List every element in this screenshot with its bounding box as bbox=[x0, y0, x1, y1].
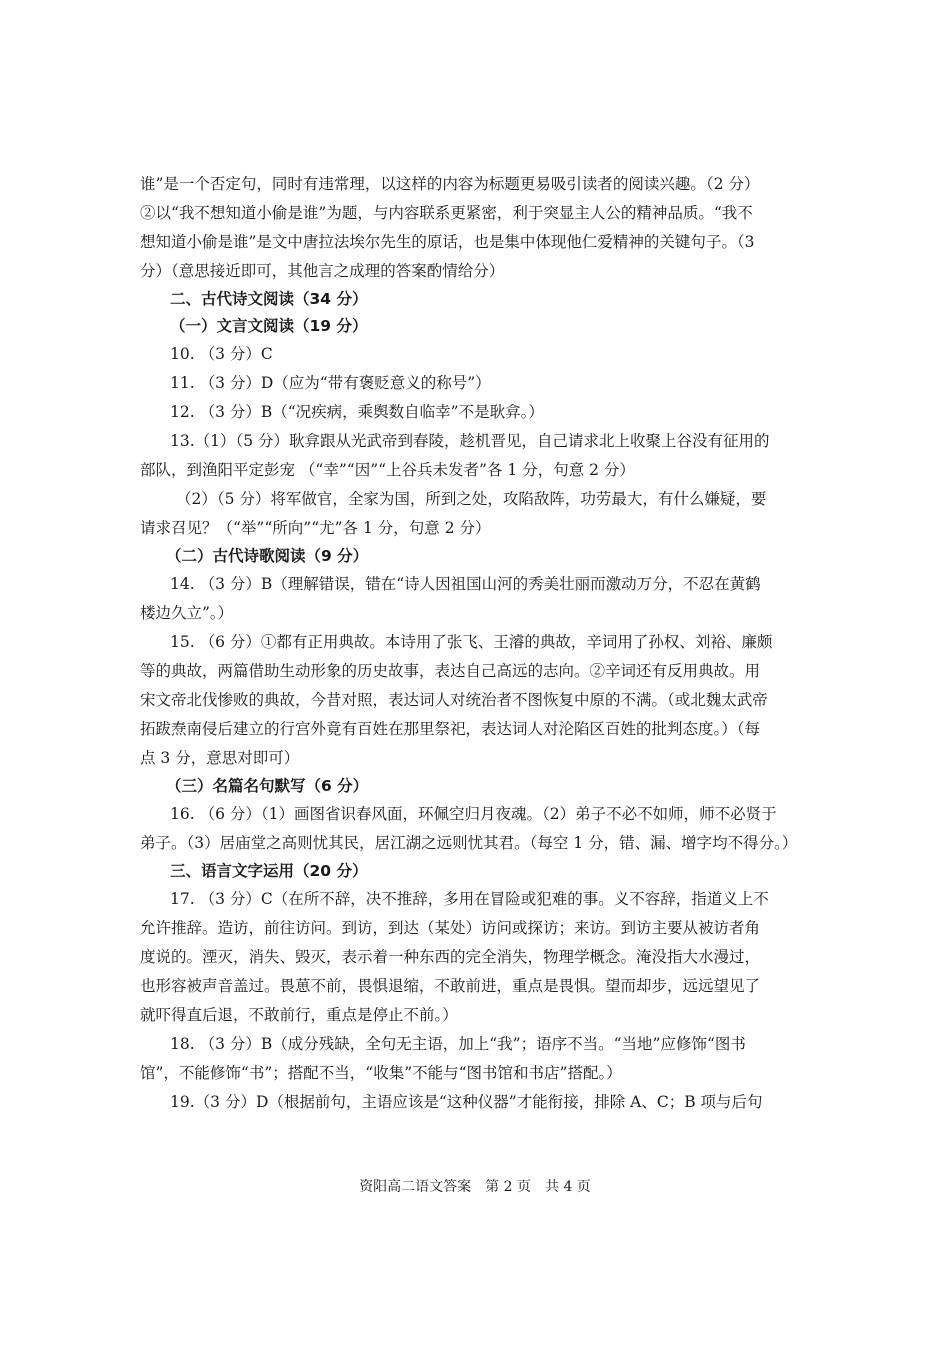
subsection-heading: （三）名篇名句默写（6 分） bbox=[166, 777, 369, 795]
answer-line: 10. （3 分）C bbox=[170, 345, 273, 363]
subsection-heading: （二）古代诗歌阅读（9 分） bbox=[166, 547, 369, 565]
answer-line: 16. （6 分）（1）画图省识春风面，环佩空归月夜魂。（2）弟子不必不如师，师不必贤于 bbox=[170, 805, 777, 823]
text-line: 部队，到渔阳平定彭宠 （“幸”“因”“上谷兵未发者”各 1 分，句意 2 分） bbox=[140, 461, 635, 479]
section-heading: 二、古代诗文阅读（34 分） bbox=[170, 290, 368, 308]
text-line: 想知道小偷是谁”是文中唐拉法埃尔先生的原话，也是集中体现他仁爱精神的关键句子。（3 bbox=[140, 233, 755, 251]
text-line: 等的典故，两篇借助生动形象的历史故事，表达自己高远的志向。②辛词还有反用典故。用 bbox=[140, 662, 761, 680]
answer-line: 13.（1）（5 分）耿弇跟从光武帝到春陵，趁机晋见，自己请求北上收聚上谷没有征用的 bbox=[170, 432, 770, 450]
answer-line: 11. （3 分）D（应为“带有褒贬意义的称号”） bbox=[170, 374, 491, 392]
answer-line: 14. （3 分）B（理解错误，错在“诗人因祖国山河的秀美壮丽而激动万分，不忍在黄鹤 bbox=[170, 575, 761, 593]
section-heading: 三、语言文字运用（20 分） bbox=[170, 862, 368, 880]
text-line: ②以“我不想知道小偷是谁”为题，与内容联系更紧密，利于突显主人公的精神品质。“我不 bbox=[140, 204, 753, 222]
subsection-heading: （一）文言文阅读（19 分） bbox=[170, 317, 368, 335]
text-line: 宋文帝北伐惨败的典故，今昔对照，表达词人对统治者不图恢复中原的不满。（或北魏太武帝 bbox=[140, 691, 768, 709]
text-line: 分）（意思接近即可，其他言之成理的答案酌情给分） bbox=[140, 262, 505, 280]
text-line: 点 3 分，意思对即可） bbox=[140, 749, 300, 767]
answer-line: 18. （3 分）B（成分残缺，全句无主语，加上“我”；语序不当。“当地”应修饰“图书 bbox=[170, 1035, 746, 1053]
answer-line: 12. （3 分）B（“况疾病，乘舆数自临幸”不是耿弇。） bbox=[170, 403, 544, 421]
text-line: 请求召见？（“举”“所向”“尤”各 1 分，句意 2 分） bbox=[140, 519, 491, 537]
answer-line: 17. （3 分）C（在所不辞，决不推辞，多用在冒险或犯难的事。义不容辞，指道义上不 bbox=[170, 890, 769, 908]
page-footer: 资阳高二语文答案 第 2 页 共 4 页 bbox=[359, 1179, 591, 1195]
text-line: 弟子。（3）居庙堂之高则忧其民，居江湖之远则忧其君。（每空 1 分，错、漏、增字均不得分。） bbox=[140, 834, 798, 852]
text-line: 楼边久立”。） bbox=[140, 604, 234, 622]
text-line: 就吓得直后退，不敢前行，重点是停止不前。） bbox=[140, 1006, 458, 1024]
answer-line: （2）（5 分）将军做官，全家为国，所到之处，攻陷敌阵，功劳最大，有什么嫌疑，要 bbox=[176, 490, 767, 508]
text-line: 允许推辞。造访，前往访问。到访，到达（某处）访问或探访；来访。到访主要从被访者角 bbox=[140, 919, 761, 937]
answer-line: 19.（3 分）D（根据前句，主语应该是“这种仪器”才能衔接，排除 A、C；B 项与后句 bbox=[170, 1093, 763, 1111]
answer-line: 15. （6 分）①都有正用典故。本诗用了张飞、王濬的典故，辛词用了孙权、刘裕、廉颇 bbox=[170, 633, 773, 651]
text-line: 度说的。湮灭，消失、毁灭，表示着一种东西的完全消失，物理学概念。淹没指大水漫过， bbox=[140, 948, 761, 966]
text-line: 也形容被声音盖过。畏葸不前，畏惧退缩，不敢前进，重点是畏惧。望而却步，远远望见了 bbox=[140, 977, 761, 995]
page-body bbox=[140, 170, 812, 1117]
text-line: 馆”，不能修饰“书”；搭配不当，“收集”不能与“图书馆和书店”搭配。） bbox=[140, 1064, 622, 1082]
text-line: 谁”是一个否定句，同时有违常理，以这样的内容为标题更易吸引读者的阅读兴趣。（2 分） bbox=[140, 175, 760, 193]
text-line: 拓跋焘南侵后建立的行宫外竟有百姓在那里祭祀，表达词人对沦陷区百姓的批判态度。）（每 bbox=[140, 720, 761, 738]
